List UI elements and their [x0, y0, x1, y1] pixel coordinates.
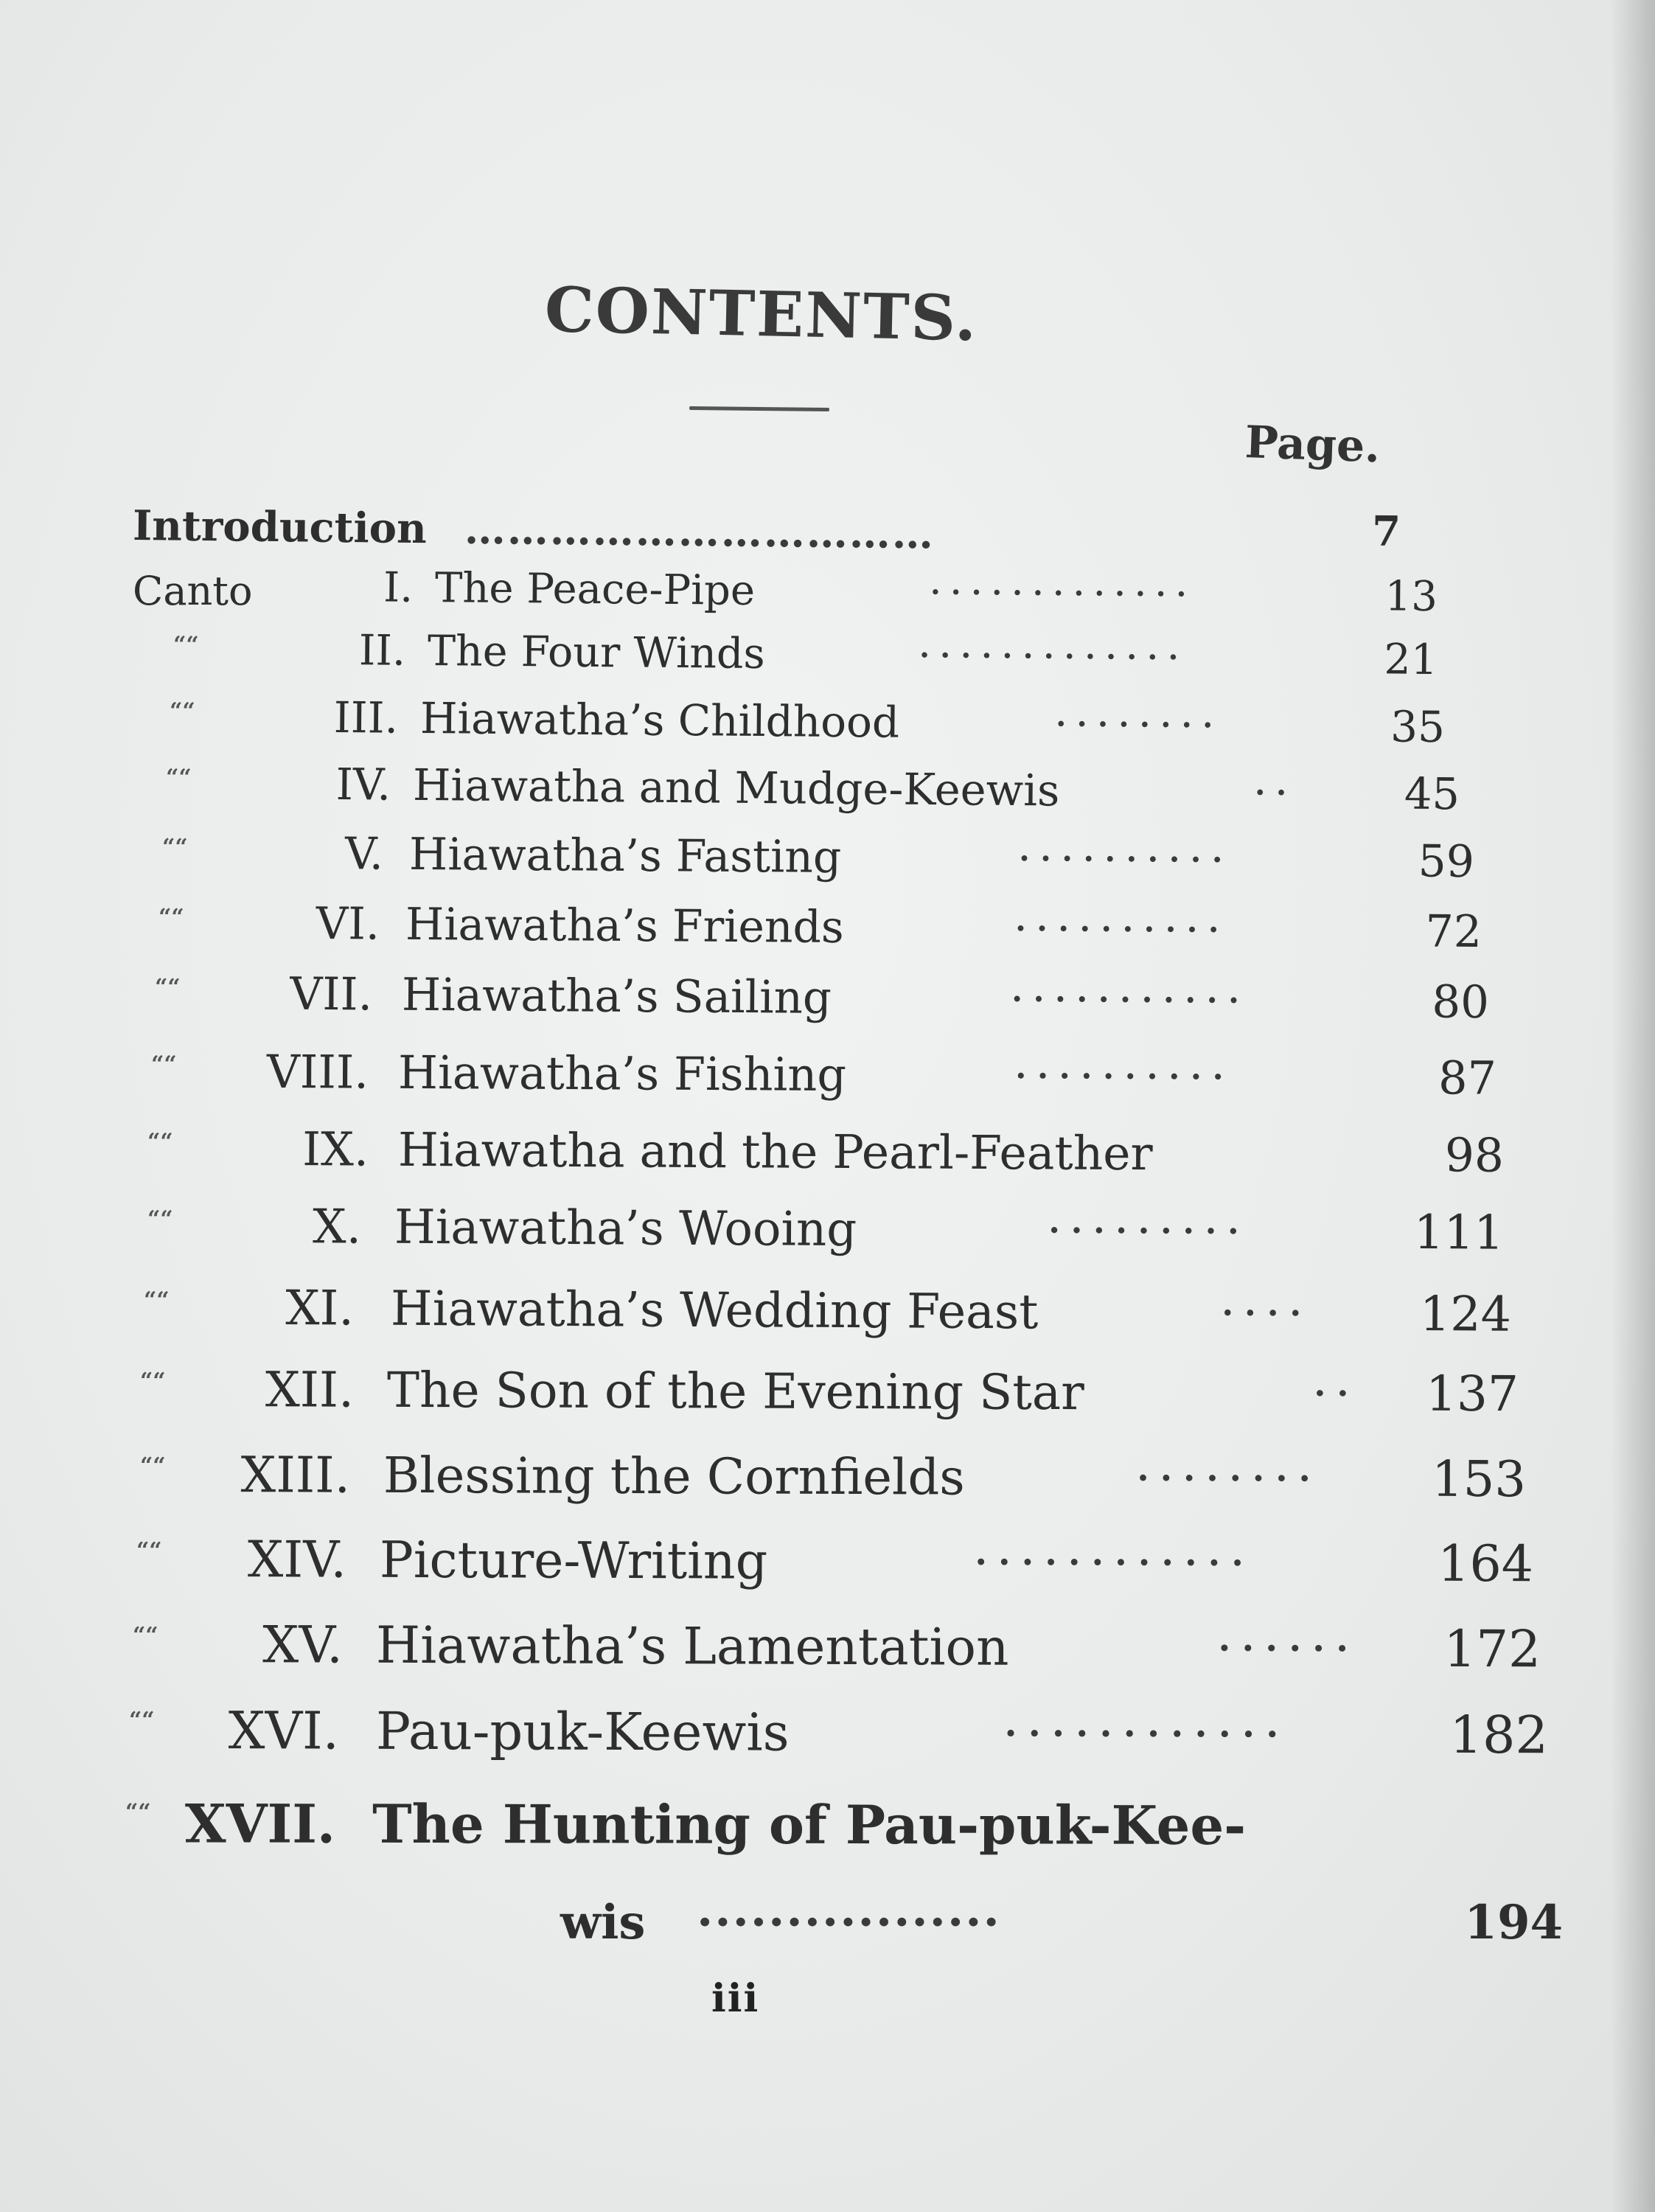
ditto-mark: ““: [136, 1537, 162, 1564]
toc-title: The Four Winds: [427, 627, 765, 679]
toc-leader-dots: ········: [1135, 1449, 1320, 1508]
toc-numeral: V.: [344, 828, 384, 880]
ditto-mark: ““: [150, 1051, 177, 1078]
ditto-mark: ““: [169, 698, 195, 725]
toc-numeral: IV.: [335, 758, 391, 810]
toc-entry: [0, 1792, 1622, 1863]
toc-entry: [0, 1198, 1622, 1269]
toc-page-number: 45: [1404, 768, 1460, 820]
toc-entry-introduction: [133, 501, 1431, 566]
toc-title: The Hunting of Pau-puk-Kee-: [372, 1792, 1247, 1857]
toc-leader-dots: ······: [1216, 1618, 1358, 1679]
toc-page-number: 111: [1413, 1206, 1505, 1261]
ditto-mark: ““: [139, 1453, 166, 1479]
toc-numeral: XVII.: [184, 1792, 336, 1855]
ditto-mark: ““: [128, 1707, 155, 1733]
toc-leader-dots: ··········: [1013, 1048, 1233, 1104]
toc-continuation-dots: ·················: [697, 1895, 1001, 1950]
toc-entry: [0, 689, 1622, 761]
toc-page-number: 98: [1444, 1128, 1505, 1183]
toc-numeral: XII.: [265, 1361, 355, 1419]
toc-title: The Son of the Evening Star: [386, 1361, 1084, 1422]
toc-page-number: 164: [1438, 1534, 1534, 1594]
toc-title: The Peace-Pipe: [434, 564, 756, 615]
toc-page-number: 137: [1425, 1365, 1519, 1423]
title-rule: [689, 406, 829, 411]
ditto-mark: ““: [158, 904, 184, 931]
toc-leader-dots: ··: [1311, 1365, 1359, 1422]
toc-page-number: 21: [1384, 635, 1438, 685]
toc-entry-continuation: [0, 1895, 1622, 1961]
toc-entry: [0, 756, 1622, 828]
toc-leader-dots: ············: [972, 1533, 1253, 1593]
toc-numeral: VIII.: [266, 1044, 369, 1099]
toc-entry: [0, 966, 1622, 1037]
ditto-mark: ““: [161, 834, 188, 860]
toc-numeral: XIII.: [240, 1446, 351, 1504]
toc-entry: [0, 1279, 1622, 1351]
toc-title: Hiawatha’s Wooing: [394, 1200, 857, 1258]
toc-entry: [0, 826, 1622, 896]
ditto-mark: ““: [173, 632, 199, 658]
toc-numeral: X.: [312, 1200, 362, 1255]
toc-title: Hiawatha and the Pearl-Feather: [397, 1122, 1153, 1181]
toc-title: Picture-Writing: [379, 1531, 768, 1591]
toc-entry: [0, 1700, 1622, 1772]
toc-entry: [0, 623, 1622, 694]
canto-label: Canto: [133, 568, 253, 614]
toc-numeral: VI.: [316, 897, 380, 950]
toc-page-number: 13: [1384, 572, 1438, 622]
ditto-mark: ““: [132, 1622, 158, 1649]
toc-entry: [0, 896, 1622, 966]
toc-leader-dots: ···········: [1009, 973, 1249, 1027]
toc-page-number: 153: [1431, 1450, 1527, 1509]
toc-page-number: 35: [1390, 701, 1446, 753]
toc-numeral: I.: [383, 563, 414, 612]
toc-introduction-page: 7: [1371, 507, 1401, 557]
toc-numeral: XV.: [262, 1615, 344, 1675]
page-folio: iii: [711, 1976, 760, 2021]
ditto-mark: ““: [147, 1129, 173, 1155]
toc-title: Hiawatha’s Wedding Feast: [390, 1281, 1039, 1340]
toc-entry: [0, 1445, 1622, 1515]
toc-title: Hiawatha’s Fishing: [397, 1045, 847, 1102]
toc-page-number: 80: [1432, 975, 1490, 1029]
toc-introduction-label: Introduction: [132, 501, 428, 554]
toc-leader-dots: ··: [1252, 766, 1296, 818]
toc-numeral: II.: [358, 626, 406, 675]
toc-leader-dots: ·············: [928, 568, 1196, 619]
toc-introduction-dots: ……………………………: [464, 504, 935, 559]
ditto-mark: ““: [139, 1368, 166, 1394]
toc-continuation-page: 194: [1464, 1895, 1563, 1950]
page-column-header: Page.: [1244, 417, 1382, 473]
toc-page-number: 87: [1438, 1051, 1497, 1105]
toc-leader-dots: ·············: [917, 630, 1188, 683]
toc-title: Hiawatha’s Fasting: [408, 828, 842, 883]
toc-continuation-title: wis: [560, 1895, 646, 1950]
toc-numeral: XVI.: [228, 1700, 340, 1761]
toc-page-number: 59: [1418, 835, 1475, 888]
toc-leader-dots: ····: [1219, 1285, 1311, 1342]
toc-leader-dots: ·········: [1046, 1203, 1249, 1259]
toc-entry: [0, 560, 1622, 630]
toc-title: Hiawatha’s Friends: [405, 898, 844, 953]
toc-page-number: 72: [1425, 905, 1482, 959]
toc-page-number: 182: [1449, 1704, 1549, 1766]
toc-numeral: XIV.: [247, 1531, 347, 1590]
toc-title: Hiawatha’s Lamentation: [375, 1615, 1009, 1677]
ditto-mark: ““: [165, 764, 192, 791]
toc-numeral: VII.: [290, 967, 373, 1021]
toc-numeral: XI.: [285, 1281, 355, 1337]
toc-leader-dots: ··········: [1017, 832, 1232, 886]
toc-entry: [0, 1043, 1622, 1113]
ditto-mark: ““: [125, 1799, 151, 1826]
toc-title: Pau-puk-Keewis: [375, 1700, 790, 1763]
page-title: CONTENTS.: [543, 273, 979, 355]
toc-title: Blessing the Cornfields: [383, 1446, 965, 1506]
ditto-mark: ““: [147, 1206, 173, 1233]
toc-entry: [0, 1530, 1622, 1601]
toc-entry: [0, 1360, 1622, 1430]
toc-title: Hiawatha’s Sailing: [401, 968, 832, 1024]
toc-numeral: III.: [333, 692, 399, 743]
toc-numeral: IX.: [302, 1122, 369, 1177]
ditto-mark: ““: [143, 1287, 170, 1314]
toc-title: Hiawatha’s Childhood: [419, 692, 900, 748]
toc-page-number: 172: [1443, 1619, 1541, 1680]
ditto-mark: ““: [154, 974, 181, 1001]
toc-page-number: 124: [1419, 1287, 1512, 1343]
toc-leader-dots: ··········: [1013, 902, 1228, 956]
toc-entry: [0, 1615, 1622, 1686]
toc-title: Hiawatha and Mudge-Keewis: [412, 759, 1060, 816]
toc-entry: [0, 1121, 1622, 1191]
toc-leader-dots: ············: [1002, 1703, 1289, 1765]
toc-leader-dots: ········: [1053, 698, 1222, 751]
